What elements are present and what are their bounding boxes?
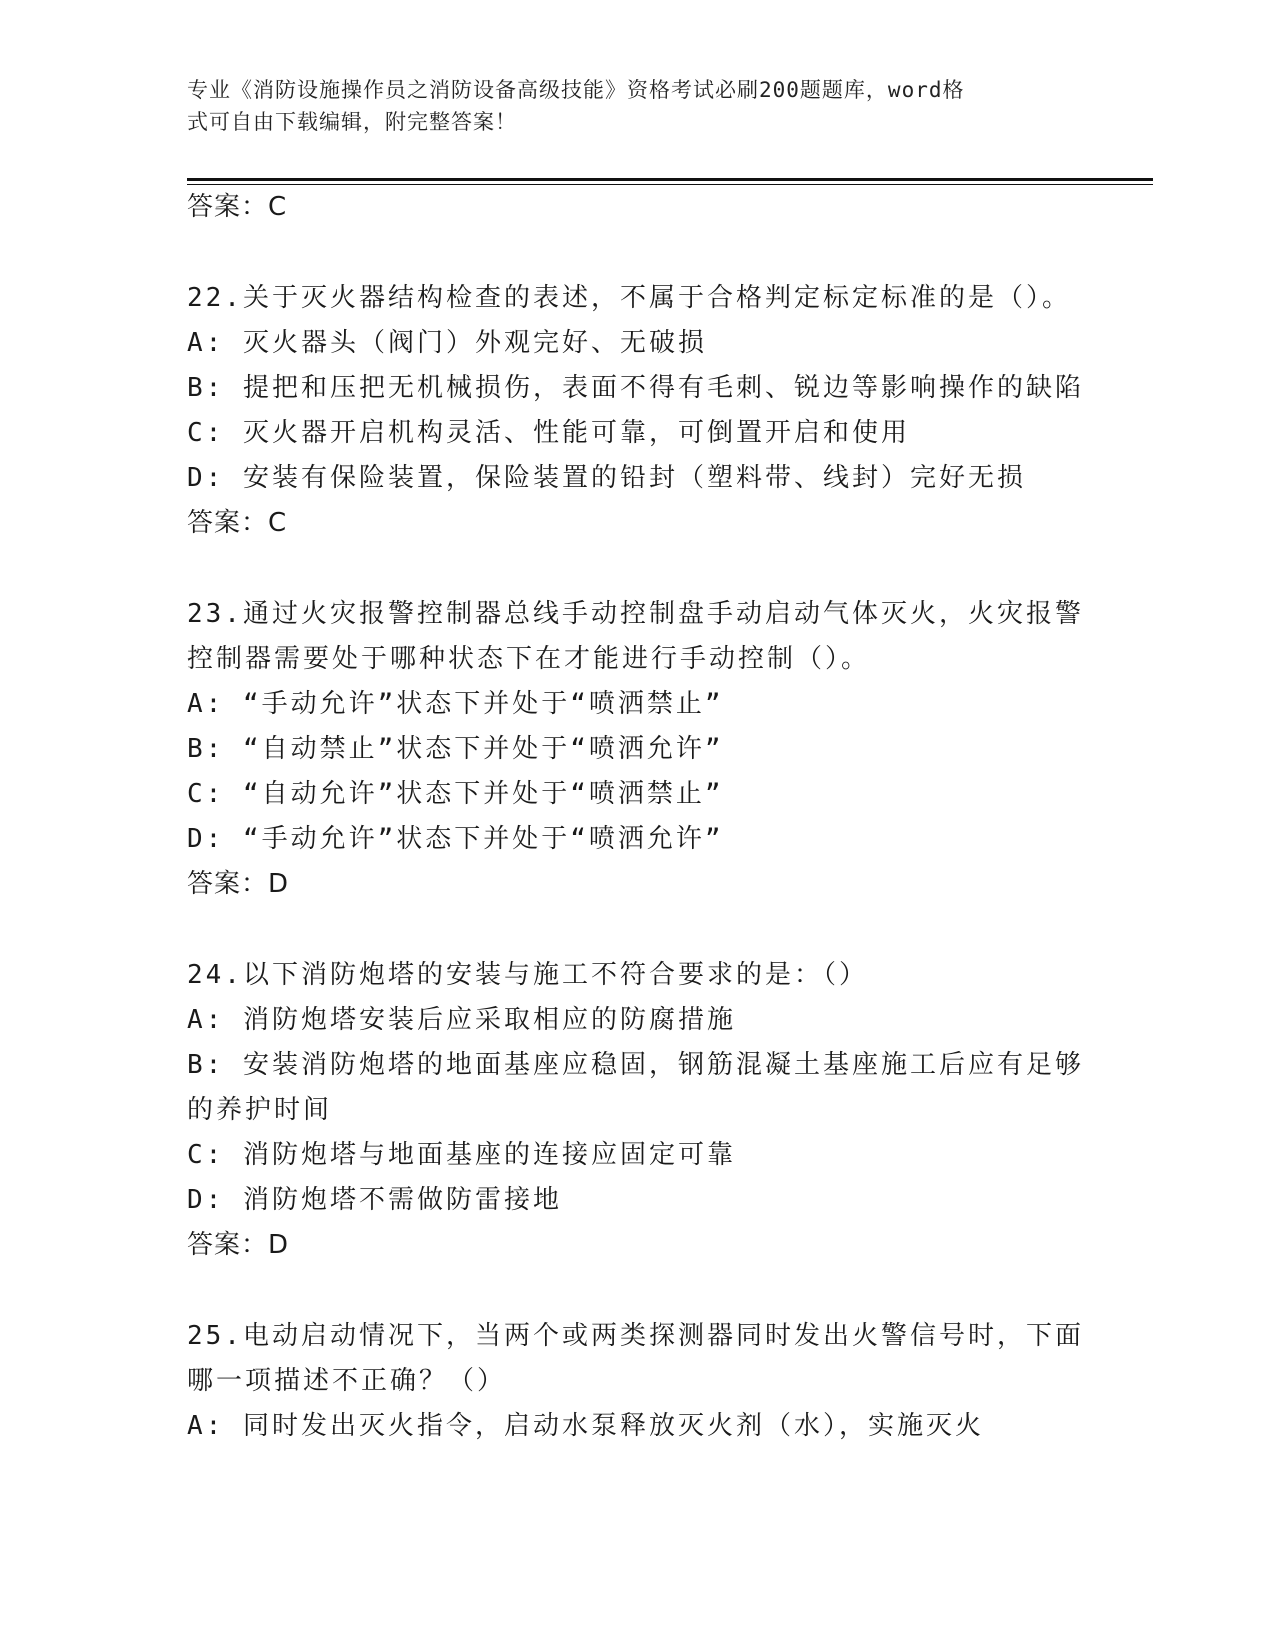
option-c: C: 消防炮塔与地面基座的连接应固定可靠	[187, 1140, 736, 1170]
question-block	[187, 953, 1087, 1268]
option-b: B: 提把和压把无机械损伤，表面不得有毛刺、锐边等影响操作的缺陷	[187, 373, 1084, 403]
answer-label: 答案：	[187, 869, 269, 899]
answer-label: 答案：	[187, 192, 269, 222]
option-d: D: “手动允许”状态下并处于“喷洒允许”	[187, 824, 724, 854]
option-a: A: 同时发出灭火指令，启动水泵释放灭火剂（水），实施灭火	[187, 1411, 984, 1441]
spacer	[187, 1268, 1087, 1314]
spacer	[187, 230, 1087, 276]
option-a: A: 消防炮塔安装后应采取相应的防腐措施	[187, 1005, 736, 1035]
answer-label: 答案：	[187, 1230, 269, 1260]
question-block	[187, 276, 1087, 546]
answer-value: C	[268, 192, 288, 222]
question-stem-cont: 哪一项描述不正确？（）	[187, 1366, 507, 1396]
question-block	[187, 1314, 1087, 1449]
option-c: C: “自动允许”状态下并处于“喷洒禁止”	[187, 779, 724, 809]
answer-line	[187, 862, 1087, 907]
answer-value: D	[268, 1230, 290, 1260]
header-rule	[187, 178, 1153, 181]
option-d: D: 消防炮塔不需做防雷接地	[187, 1185, 562, 1215]
option-a: A: 灭火器头（阀门）外观完好、无破损	[187, 328, 707, 358]
question-stem-cont: 控制器需要处于哪种状态下在才能进行手动控制（）。	[187, 644, 871, 674]
option-a: A: “手动允许”状态下并处于“喷洒禁止”	[187, 689, 724, 719]
answer-value: D	[268, 869, 290, 899]
header-line: 专业《消防设施操作员之消防设备高级技能》资格考试必刷200题题库，word格	[187, 78, 965, 102]
option-b: B: “自动禁止”状态下并处于“喷洒允许”	[187, 734, 724, 764]
answer-label: 答案：	[187, 508, 269, 538]
spacer	[187, 907, 1087, 953]
answer-line	[187, 1223, 1087, 1268]
question-stem: 24.以下消防炮塔的安装与施工不符合要求的是：（）	[187, 960, 868, 990]
question-stem: 23.通过火灾报警控制器总线手动控制盘手动启动气体灭火，火灾报警	[187, 599, 1084, 629]
document-header	[187, 74, 1087, 138]
header-line: 式可自由下载编辑，附完整答案！	[187, 110, 517, 134]
question-block	[187, 592, 1087, 907]
answer-value: C	[268, 508, 288, 538]
question-stem: 22.关于灭火器结构检查的表述，不属于合格判定标定标准的是（）。	[187, 283, 1071, 313]
option-b-cont: 的养护时间	[187, 1095, 333, 1125]
spacer	[187, 546, 1087, 592]
option-c: C: 灭火器开启机构灵活、性能可靠，可倒置开启和使用	[187, 418, 910, 448]
question-stem: 25.电动启动情况下，当两个或两类探测器同时发出火警信号时，下面	[187, 1321, 1084, 1351]
option-d: D: 安装有保险装置，保险装置的铅封（塑料带、线封）完好无损	[187, 463, 1026, 493]
answer-line	[187, 501, 1087, 546]
question-list	[187, 185, 1087, 1449]
option-b: B: 安装消防炮塔的地面基座应稳固，钢筋混凝土基座施工后应有足够	[187, 1050, 1084, 1080]
answer-line	[187, 185, 1087, 230]
